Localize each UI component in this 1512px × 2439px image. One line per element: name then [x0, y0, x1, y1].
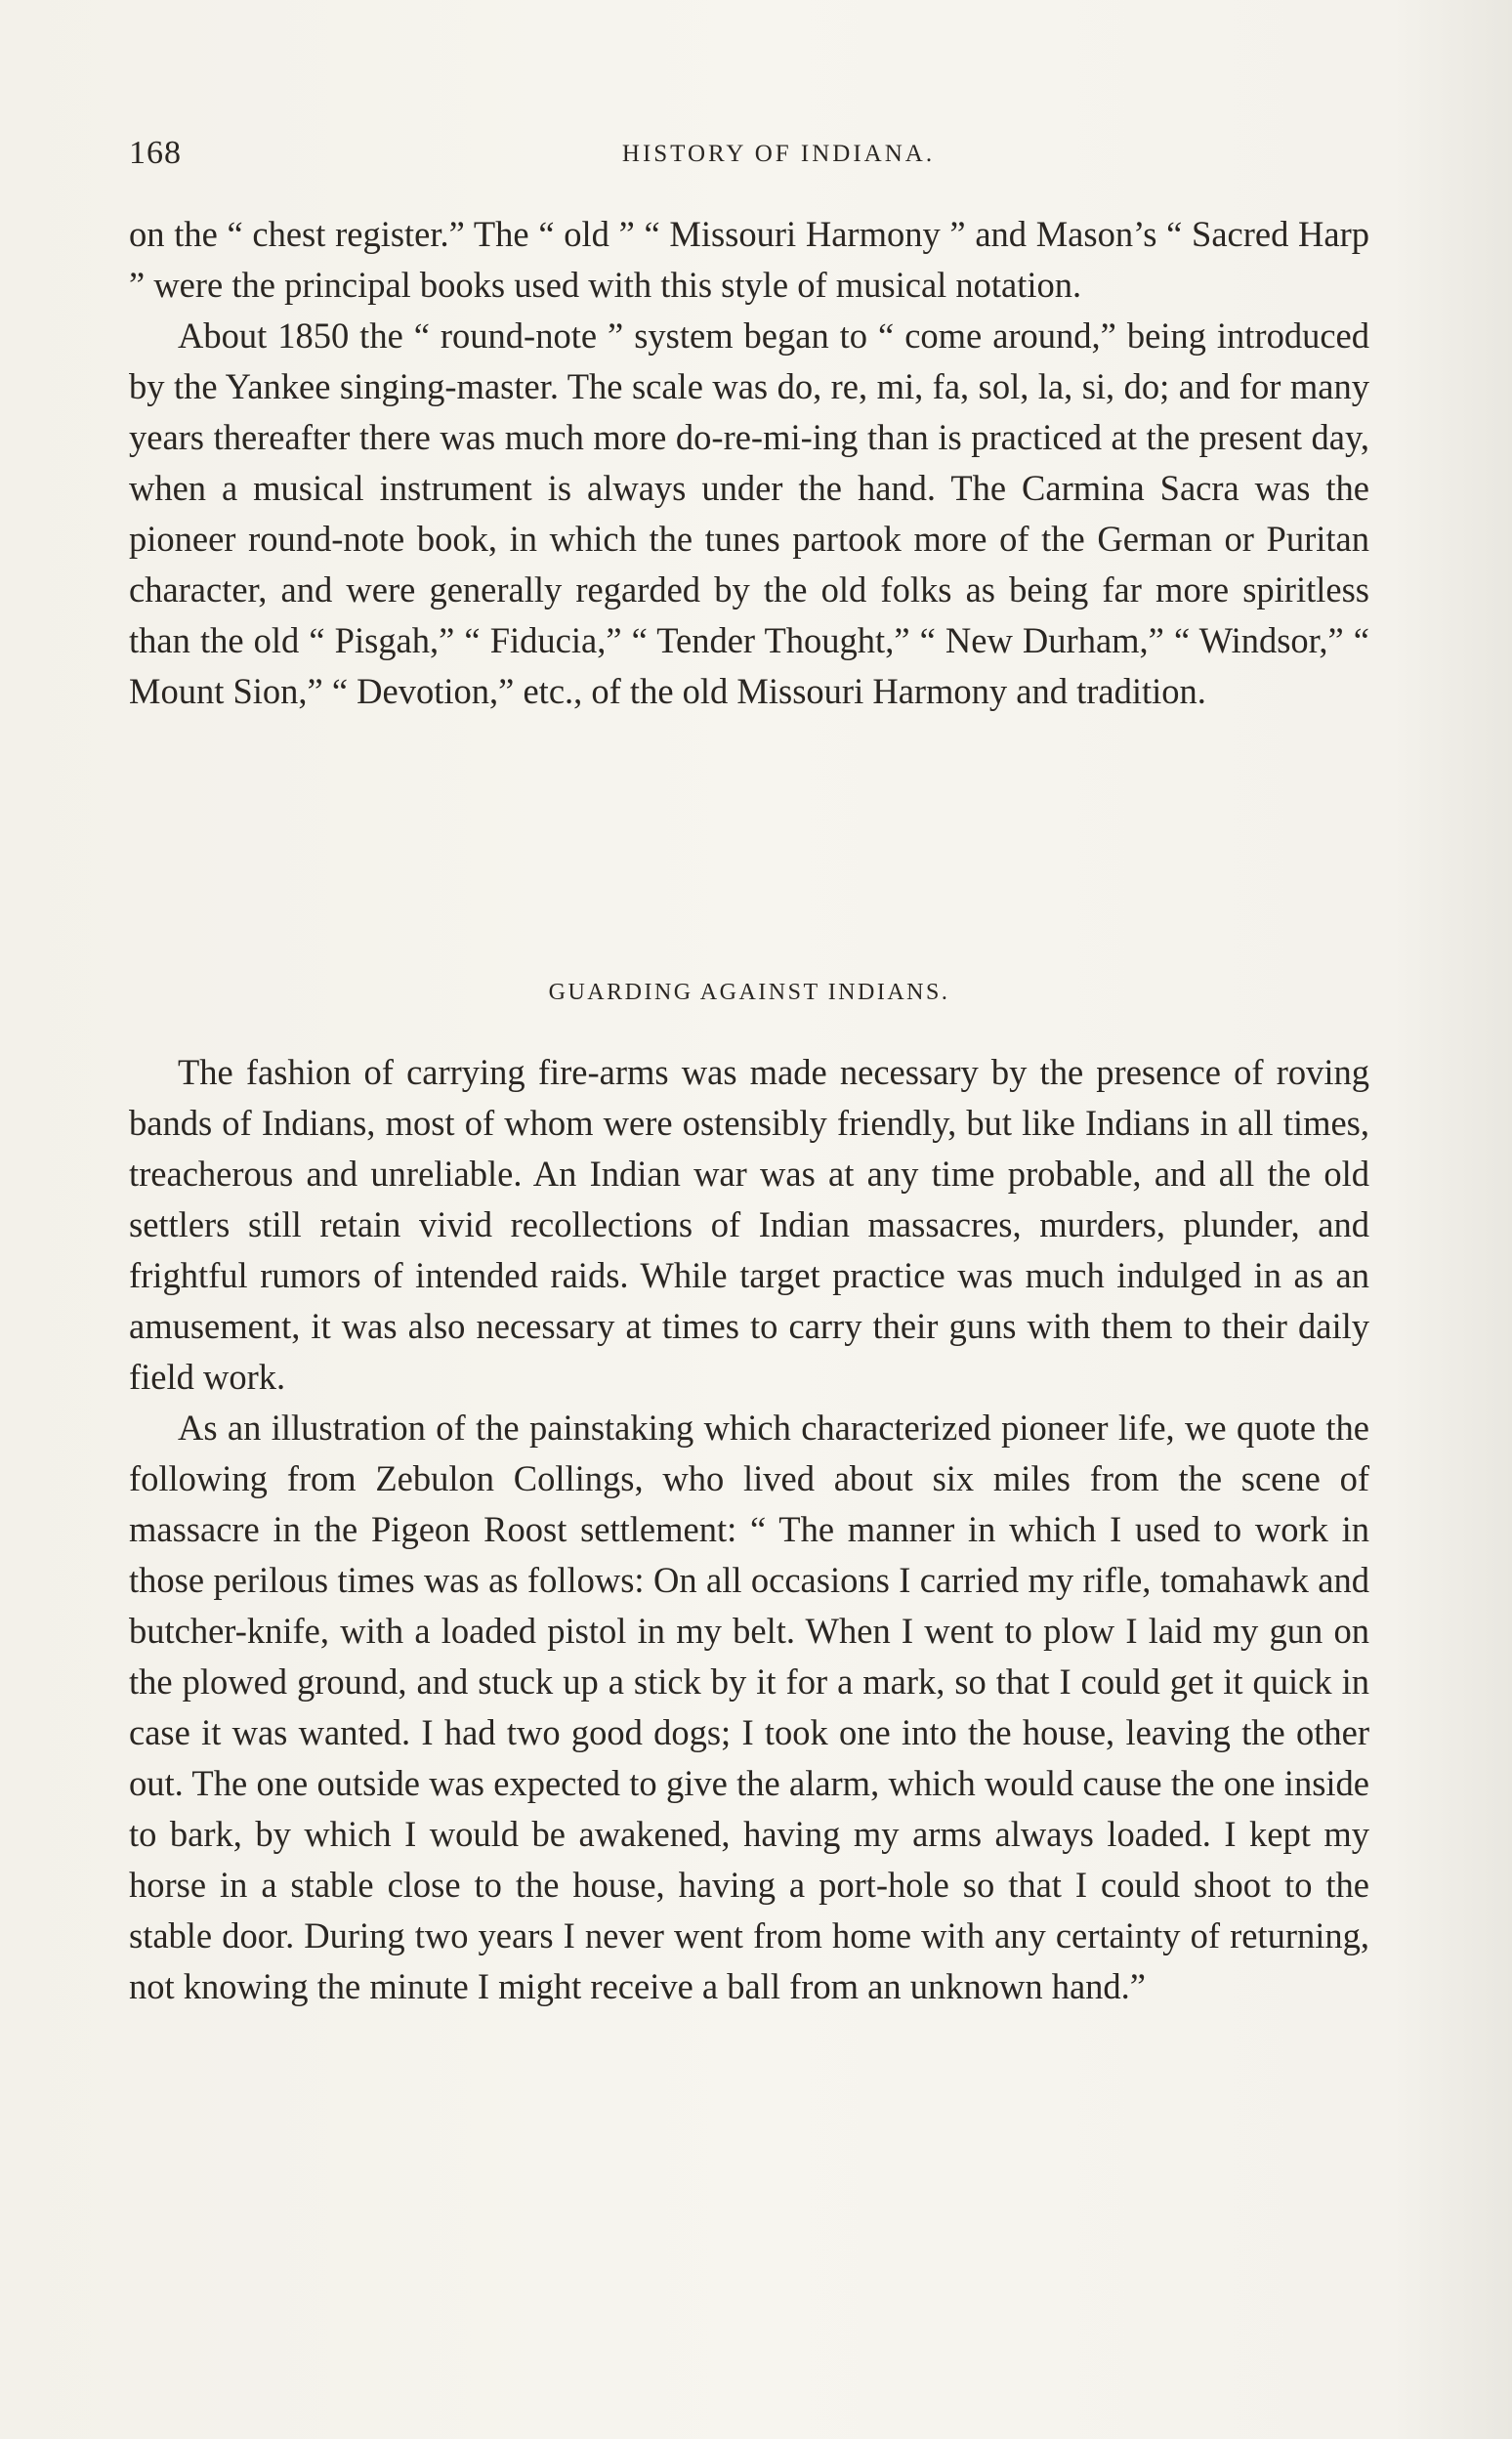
paragraph: As an illustration of the painstaking which characterized pioneer life, we quote the following from Zebulon Collings, who lived about six miles from the scene of massacre in the Pigeon Roost settlement: “ The manner in which I used to work in those perilous times was as follows: On all occasions I carried my rifle, tomahawk and butcher-knife, with a loaded pistol in my belt. When I went to plow I laid my gun on the plowed ground, and stuck up a stick by it for a mark, so that I could get it quick in case it was wanted. I had two good dogs; I took one into the house, leaving the other out. The one outside was expected to give the alarm, which would cause the one inside to bark, by which I would be awakened, having my arms always loaded. I kept my horse in a stable close to the house, having a port-hole so that I could shoot to the stable door. During two years I never went from home with any certainty of returning, not knowing the minute I might receive a ball from an unknown hand.”	[129, 1408, 1369, 2006]
text-block-bottom	[129, 1047, 1369, 2012]
paragraph: The fashion of carrying fire-arms was made necessary by the presence of roving bands of Indians, most of whom were ostensibly friendly, but like Indians in all times, treacherous and unreliable. An Indian war was at any time probable, and all the old settlers still retain vivid recollections of Indian massacres, murders, plunder, and frightful rumors of intended raids. While target practice was much indulged in as an amusement, it was also necessary at times to carry their guns with them to their daily field work.	[129, 1052, 1369, 1397]
paragraph: on the “ chest register.” The “ old ” “ Missouri Harmony ” and Mason’s “ Sacred Harp ” were the principal books used with this style of musical notation.	[129, 214, 1369, 305]
running-title: HISTORY OF INDIANA.	[621, 141, 936, 167]
text-block-top	[129, 209, 1369, 717]
page-number: 168	[129, 135, 182, 171]
paragraph: About 1850 the “ round-note ” system began to “ come around,” being introduced by the Yankee singing-master. The scale was do, re, mi, fa, sol, la, si, do; and for many years thereafter there was much more do-re-mi-ing than is practiced at the present day, when a musical instrument is always under the hand. The Carmina Sacra was the pioneer round-note book, in which the tunes partook more of the German or Puritan character, and were generally regarded by the old folks as being far more spiritless than the old “ Pisgah,” “ Fiducia,” “ Tender Thought,” “ New Durham,” “ Windsor,” “ Mount Sion,” “ Devotion,” etc., of the old Missouri Harmony and tradition.	[129, 315, 1369, 711]
section-heading: GUARDING AGAINST INDIANS.	[548, 980, 950, 1005]
page-header	[129, 135, 1369, 174]
